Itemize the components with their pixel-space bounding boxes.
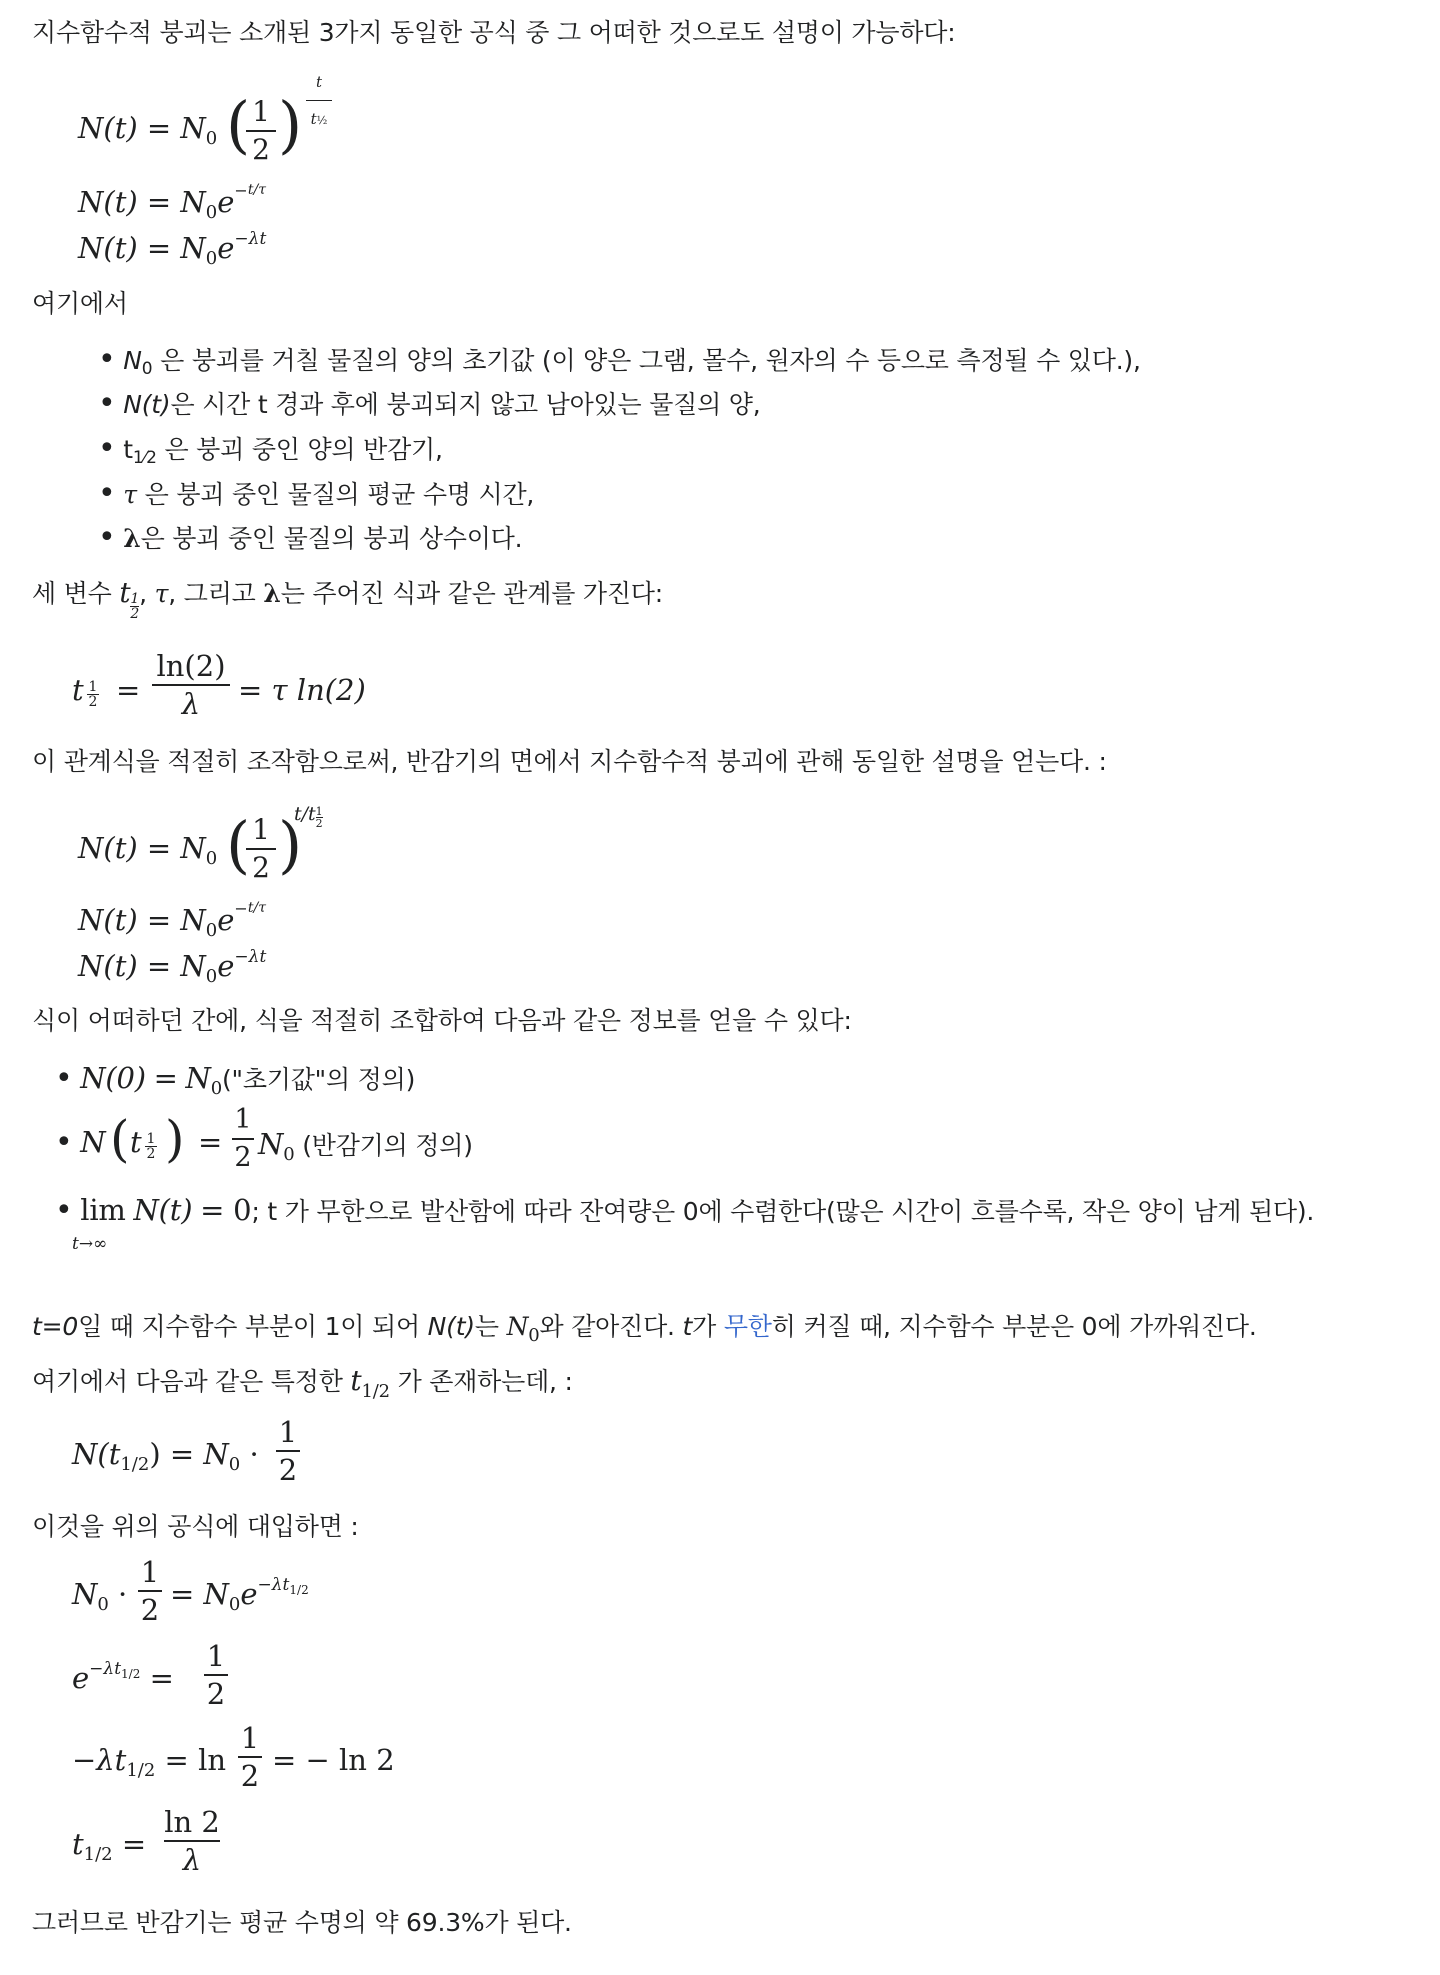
infinity-link[interactable]: 무한 [723,1312,772,1341]
combine-paragraph: 식이 어떠하던 간에, 식을 적절히 조합하여 다음과 같은 정보를 얻을 수 있다: [32,1006,852,1035]
relation-eq1: = [116,673,141,707]
special-paragraph: 여기에서 다음과 같은 특정한 $t_{1/2}$ 가 존재하는데, : [32,1364,573,1402]
fraction-one-half: 1 2 [246,94,276,168]
manipulate-paragraph: 이 관계식을 적절히 조작함으로써, 반감기의 면에서 지수함수적 붕괴에 관해 동일한 설명을 얻는다. : [32,747,1107,776]
derivation-2-lhs: $e^{-\lambda t1/2}$ = [72,1659,174,1695]
formula-2c: $N(t) = N_0e^{-\lambda t}$ [78,947,267,987]
derivation-1-lhs: $N_0$ · [72,1577,128,1615]
result-paren-left: ( [110,1110,130,1168]
derivation-3-lhs: $-\lambda t_{1/2} = \ln$ [72,1743,227,1781]
result-paren-right: ) [165,1110,185,1168]
right-paren-2: ) [278,808,303,881]
exponent-t-over-thalf: t/t $\frac{1}{2}$ [294,803,323,830]
derivation-1-frac: 1 2 [138,1554,162,1628]
t0-paragraph: t=0일 때 지수함수 부분이 1이 되어 N(t)는 $N_0$와 같아진다. t가 무한히 커질 때, 지수함수 부분은 0에 가까워진다. [32,1312,1257,1346]
relation-lhs: t [72,673,84,707]
derivation-3-rhs: = − ln 2 [272,1743,395,1777]
derivation-4-lhs: $t_{1/2}$ = [72,1827,147,1865]
substitute-paragraph: 이것을 위의 공식에 대입하면 : [32,1512,359,1541]
result-item-initial: • $N(0) = N_0$("초기값"의 정의) [55,1061,416,1099]
relation-rhs: = τ ln(2) [238,673,366,707]
result-eq: = [198,1125,223,1159]
conclusion-paragraph: 그러므로 반감기는 평균 수명의 약 69.3%가 된다. [32,1908,572,1937]
result-halflife-text: $N_0$ (반감기의 정의) [258,1127,473,1165]
result-item-limit: • lim N(t) = 0; t 가 무한으로 발산함에 따라 잔여량은 0에 수렴한다(많은 시간이 흐를수록, 작은 양이 남게 된다). [55,1193,1315,1228]
fraction-one-half-2: 1 2 [246,812,276,886]
formula-1b: $N(t) = N_0e^{-t/\tau}$ [78,181,266,223]
formula-1a-lhs: $N(t) = N_0$ [78,111,218,149]
derivation-2-frac: 1 2 [204,1638,228,1712]
where-label: 여기에서 [32,289,128,318]
definition-item-nt: • N(t)은 시간 t 경과 후에 붕괴되지 않고 남아있는 물질의 양, [98,386,761,421]
result-item-halflife: • N [55,1125,106,1160]
relation-paragraph: 세 변수 t $\frac{1}{2}$ , τ, 그리고 λ는 주어진 식과 같은 관계를 가진다: [32,576,663,622]
result-t-sub: 1 2 [146,1131,156,1162]
limit-subscript: t→∞ [72,1234,108,1254]
definition-item-thalf: • $t_{1⁄2}$ 은 붕괴 중인 양의 반감기, [98,431,443,468]
right-paren: ) [278,88,303,161]
relation-fraction: ln(2) λ [152,648,230,722]
formula-1c: $N(t) = N_0e^{-\lambda t}$ [78,229,267,269]
definition-item-lambda: • λ은 붕괴 중인 물질의 붕괴 상수이다. [98,520,523,555]
derivation-4-frac: ln 2 λ [164,1805,220,1877]
definition-item-n0: • $N_0$ 은 붕괴를 거칠 물질의 양의 초기값 (이 양은 그램, 몰수, 원자의 수 등으로 측정될 수 있다.), [98,342,1141,379]
formula-2b: $N(t) = N_0e^{-t/\tau}$ [78,899,266,941]
intro-paragraph: 지수함수적 붕괴는 소개된 3가지 동일한 공식 중 그 어떠한 것으로도 설명이 가능하다: [32,18,956,47]
left-paren: ( [226,88,251,161]
special-lhs: $N(t_{1/2}) = N_0$ · [72,1437,259,1475]
left-paren-2: ( [226,808,251,881]
result-half-frac: 1 2 [232,1102,254,1176]
result-t: t [130,1125,142,1159]
formula-2a-lhs: $N(t) = N_0$ [78,831,218,869]
exponent-fraction: t t½ [306,64,332,139]
derivation-3-frac: 1 2 [238,1720,262,1794]
derivation-1-rhs: = $N_0e^{-\lambda t1/2}$ [170,1575,309,1615]
definition-item-tau: • τ 은 붕괴 중인 물질의 평균 수명 시간, [98,476,535,511]
special-frac: 1 2 [276,1414,300,1488]
relation-lhs-sub: 1 2 [88,679,98,710]
